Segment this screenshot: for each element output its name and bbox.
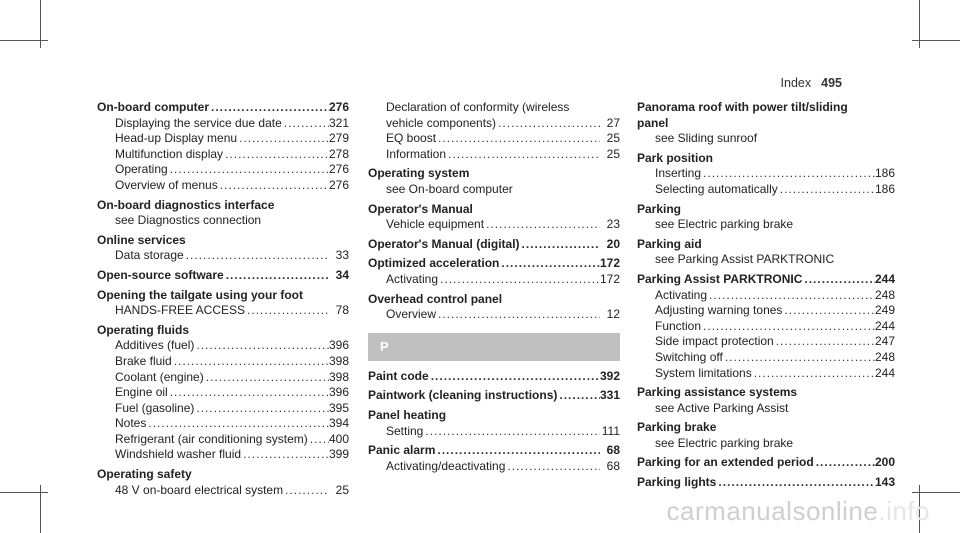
entry-label: Operator's Manual xyxy=(368,201,473,216)
page-reference: 186 xyxy=(874,166,895,181)
page-reference: 392 xyxy=(599,368,620,383)
see-reference xyxy=(637,436,895,452)
entry-label: Online services xyxy=(97,232,186,247)
leader-dots xyxy=(308,432,329,448)
leader-dots xyxy=(723,350,875,366)
index-subentry xyxy=(97,401,349,417)
entry-label: Coolant (engine) xyxy=(115,369,204,384)
entry-label: Additives (fuel) xyxy=(115,338,195,353)
leader-dots xyxy=(520,237,600,253)
entry-label: Refrigerant (air conditioning system) xyxy=(115,431,308,446)
index-entry xyxy=(637,151,895,167)
index-subentry xyxy=(368,272,620,288)
index-subentry xyxy=(97,447,349,463)
index-entry xyxy=(368,166,620,182)
index-subentry xyxy=(368,116,620,132)
entry-label: HANDS-FREE ACCESS xyxy=(115,303,246,318)
entry-label: Parking lights xyxy=(637,475,717,490)
leader-dots xyxy=(438,272,600,288)
index-subentry xyxy=(97,303,349,319)
index-subentry xyxy=(368,100,620,116)
leader-dots xyxy=(782,303,875,319)
entry-label: 48 V on-board electrical system xyxy=(115,482,284,497)
entry-label: On-board diagnostics interface xyxy=(97,197,275,212)
index-subentry xyxy=(97,385,349,401)
crop-mark xyxy=(0,40,48,41)
page-reference: 186 xyxy=(874,181,895,196)
entry-label: Panic alarm xyxy=(368,443,436,458)
leader-dots xyxy=(496,116,600,132)
index-entry xyxy=(97,323,349,339)
index-subentry xyxy=(97,248,349,264)
index-entry xyxy=(368,292,620,308)
entry-label: Open-source software xyxy=(97,267,224,282)
index-subentry xyxy=(97,338,349,354)
page-reference: 394 xyxy=(328,416,349,431)
leader-dots xyxy=(194,401,329,417)
entry-label: Adjusting warning tones xyxy=(655,303,783,318)
entry-label: Operating safety xyxy=(97,467,192,482)
page-reference: 200 xyxy=(874,455,895,470)
index-entry xyxy=(368,237,620,253)
entry-label: Multifunction display xyxy=(115,146,224,161)
entry-label: Operator's Manual (digital) xyxy=(368,236,520,251)
leader-dots xyxy=(814,455,875,471)
leader-dots xyxy=(184,248,329,264)
section-letter: P xyxy=(368,333,620,361)
index-subentry xyxy=(368,147,620,163)
index-subentry xyxy=(637,319,895,335)
entry-label: see On-board computer xyxy=(386,181,513,196)
entry-label: Panel heating xyxy=(368,407,447,422)
index-entry xyxy=(637,272,895,288)
entry-label: Parking for an extended period xyxy=(637,455,814,470)
entry-label: Setting xyxy=(386,423,424,438)
page-reference: 23 xyxy=(606,217,620,232)
watermark xyxy=(667,496,930,527)
index-subentry xyxy=(637,350,895,366)
entry-label: Fuel (gasoline) xyxy=(115,400,195,415)
index-subentry xyxy=(97,432,349,448)
page-reference: 276 xyxy=(328,162,349,177)
page-reference: 172 xyxy=(599,271,620,286)
entry-label: panel xyxy=(637,115,669,130)
page-number: 495 xyxy=(821,76,842,90)
index-entry xyxy=(97,233,349,249)
entry-label: Activating xyxy=(655,287,708,302)
entry-label: Overview of menus xyxy=(115,177,218,192)
leader-dots xyxy=(701,319,875,335)
index-entry xyxy=(97,198,349,214)
index-column-3 xyxy=(637,100,895,491)
crop-mark xyxy=(912,492,960,493)
entry-label: Paint code xyxy=(368,368,429,383)
index-entry xyxy=(368,256,620,272)
index-subentry xyxy=(97,354,349,370)
index-subentry xyxy=(368,131,620,147)
page-header xyxy=(781,76,842,90)
index-subentry xyxy=(637,334,895,350)
index-entry xyxy=(368,202,620,218)
index-subentry xyxy=(97,131,349,147)
leader-dots xyxy=(283,483,329,499)
index-subentry xyxy=(97,162,349,178)
index-entry xyxy=(368,369,620,385)
index-entry xyxy=(637,420,895,436)
index-subentry xyxy=(97,116,349,132)
page-reference: 25 xyxy=(606,131,620,146)
leader-dots xyxy=(557,388,600,404)
entry-label: Declaration of conformity (wireless xyxy=(386,100,570,114)
page-reference: 244 xyxy=(874,271,895,286)
leader-dots xyxy=(436,131,600,147)
entry-label: Park position xyxy=(637,150,714,165)
page-reference: 20 xyxy=(606,236,620,251)
index-subentry xyxy=(637,366,895,382)
entry-label: Side impact protection xyxy=(655,334,774,349)
crop-mark xyxy=(912,40,960,41)
leader-dots xyxy=(146,416,329,432)
index-subentry xyxy=(97,416,349,432)
leader-dots xyxy=(701,166,875,182)
page-reference: 321 xyxy=(328,115,349,130)
entry-label: Overview xyxy=(386,307,437,322)
entry-label: Selecting automatically xyxy=(655,181,778,196)
index-entry xyxy=(637,116,895,132)
page-reference: 278 xyxy=(328,146,349,161)
entry-label: Parking aid xyxy=(637,236,702,251)
leader-dots xyxy=(245,303,329,319)
leader-dots xyxy=(436,307,600,323)
entry-label: Data storage xyxy=(115,248,184,263)
entry-label: Opening the tailgate using your foot xyxy=(97,287,303,302)
leader-dots xyxy=(716,475,875,491)
index-subentry xyxy=(97,178,349,194)
index-entry xyxy=(368,388,620,404)
entry-label: On-board computer xyxy=(97,100,210,114)
index-subentry xyxy=(97,147,349,163)
entry-label: Parking assistance systems xyxy=(637,385,798,400)
page-reference: 276 xyxy=(328,177,349,192)
entry-label: Paintwork (cleaning instructions) xyxy=(368,388,558,403)
page-reference: 279 xyxy=(328,131,349,146)
index-subentry xyxy=(368,307,620,323)
entry-label: see Diagnostics connection xyxy=(115,213,262,228)
leader-dots xyxy=(774,334,875,350)
leader-dots xyxy=(505,459,600,475)
page-reference: 331 xyxy=(599,388,620,403)
entry-label: vehicle components) xyxy=(386,115,497,130)
entry-label: Function xyxy=(655,318,702,333)
header-title: Index xyxy=(780,76,812,90)
entry-label: Parking xyxy=(637,201,682,216)
leader-dots xyxy=(707,288,875,304)
index-column-2 xyxy=(368,100,620,474)
entry-label: Panorama roof with power tilt/sliding xyxy=(637,100,848,114)
index-column-1 xyxy=(97,100,349,498)
leader-dots xyxy=(484,217,600,233)
page-reference: 400 xyxy=(328,431,349,446)
entry-label: Operating xyxy=(115,162,168,177)
entry-label: Activating/deactivating xyxy=(386,458,506,473)
index-subentry xyxy=(97,483,349,499)
see-reference xyxy=(637,217,895,233)
see-reference xyxy=(637,401,895,417)
index-entry xyxy=(637,385,895,401)
entry-label: see Active Parking Assist xyxy=(655,400,789,415)
leader-dots xyxy=(241,447,329,463)
page-reference: 12 xyxy=(606,307,620,322)
index-subentry xyxy=(97,370,349,386)
entry-label: Head-up Display menu xyxy=(115,131,238,146)
page-reference: 276 xyxy=(328,100,349,114)
index-entry xyxy=(97,100,349,116)
leader-dots xyxy=(224,268,329,284)
leader-dots xyxy=(802,272,875,288)
page-reference: 25 xyxy=(606,146,620,161)
page-reference: 78 xyxy=(335,303,349,318)
see-reference xyxy=(97,213,349,229)
page-reference: 25 xyxy=(335,482,349,497)
entry-label: Parking Assist PARKTRONIC xyxy=(637,271,803,286)
leader-dots xyxy=(218,178,329,194)
see-reference xyxy=(637,131,895,147)
leader-dots xyxy=(282,116,329,132)
entry-label: Switching off xyxy=(655,349,723,364)
page-reference: 172 xyxy=(599,256,620,271)
index-subentry xyxy=(368,459,620,475)
page-reference: 395 xyxy=(328,400,349,415)
index-subentry xyxy=(368,424,620,440)
leader-dots xyxy=(209,100,329,116)
index-entry xyxy=(637,475,895,491)
watermark-domain: .info xyxy=(878,496,930,526)
page-reference: 27 xyxy=(606,115,620,130)
index-subentry xyxy=(368,217,620,233)
page-reference: 396 xyxy=(328,338,349,353)
entry-label: Windshield washer fluid xyxy=(115,447,242,462)
entry-label: Displaying the service due date xyxy=(115,115,282,130)
leader-dots xyxy=(223,147,329,163)
page-reference: 399 xyxy=(328,447,349,462)
index-entry xyxy=(637,237,895,253)
entry-label: EQ boost xyxy=(386,131,437,146)
entry-label: Information xyxy=(386,146,447,161)
page-reference: 111 xyxy=(601,423,620,438)
entry-label: Engine oil xyxy=(115,385,168,400)
entry-label: System limitations xyxy=(655,365,752,380)
entry-label: see Electric parking brake xyxy=(655,435,794,450)
leader-dots xyxy=(499,256,600,272)
entry-label: Optimized acceleration xyxy=(368,256,500,271)
see-reference xyxy=(368,182,620,198)
index-entry xyxy=(97,268,349,284)
page-reference: 249 xyxy=(874,303,895,318)
leader-dots xyxy=(204,370,329,386)
see-reference xyxy=(637,252,895,268)
index-entry xyxy=(97,467,349,483)
index-subentry xyxy=(637,303,895,319)
leader-dots xyxy=(429,369,600,385)
entry-label: Vehicle equipment xyxy=(386,217,485,232)
entry-label: Activating xyxy=(386,271,439,286)
entry-label: see Parking Assist PARKTRONIC xyxy=(655,252,835,267)
index-subentry xyxy=(637,182,895,198)
index-subentry xyxy=(637,166,895,182)
index-entry xyxy=(637,455,895,471)
index-entry xyxy=(368,443,620,459)
leader-dots xyxy=(423,424,600,440)
index-subentry xyxy=(637,288,895,304)
entry-label: Operating fluids xyxy=(97,322,190,337)
page-reference: 68 xyxy=(606,443,620,458)
leader-dots xyxy=(435,443,600,459)
index-entry xyxy=(97,288,349,304)
entry-label: see Sliding sunroof xyxy=(655,131,758,146)
leader-dots xyxy=(194,338,329,354)
page-reference: 143 xyxy=(874,475,895,490)
page-reference: 398 xyxy=(328,353,349,368)
page-reference: 396 xyxy=(328,385,349,400)
index-entry xyxy=(637,202,895,218)
leader-dots xyxy=(172,354,329,370)
leader-dots xyxy=(168,162,329,178)
leader-dots xyxy=(446,147,600,163)
entry-label: see Electric parking brake xyxy=(655,217,794,232)
page-reference: 248 xyxy=(874,349,895,364)
leader-dots xyxy=(752,366,875,382)
page-reference: 33 xyxy=(335,248,349,263)
leader-dots xyxy=(168,385,329,401)
watermark-site: carmanualsonline xyxy=(666,496,879,526)
page-reference: 244 xyxy=(874,318,895,333)
entry-label: Inserting xyxy=(655,166,702,181)
entry-label: Parking brake xyxy=(637,420,717,435)
index-entry xyxy=(368,408,620,424)
page-reference: 248 xyxy=(874,287,895,302)
entry-label: Notes xyxy=(115,416,147,431)
page-reference: 398 xyxy=(328,369,349,384)
entry-label: Brake fluid xyxy=(115,353,172,368)
index-entry xyxy=(637,100,895,116)
leader-dots xyxy=(778,182,875,198)
crop-mark xyxy=(0,492,48,493)
page-reference: 68 xyxy=(606,458,620,473)
page-reference: 34 xyxy=(335,267,349,282)
entry-label: Overhead control panel xyxy=(368,291,503,306)
page-reference: 244 xyxy=(874,365,895,380)
entry-label: Operating system xyxy=(368,166,470,181)
page-reference: 247 xyxy=(874,334,895,349)
leader-dots xyxy=(237,131,329,147)
